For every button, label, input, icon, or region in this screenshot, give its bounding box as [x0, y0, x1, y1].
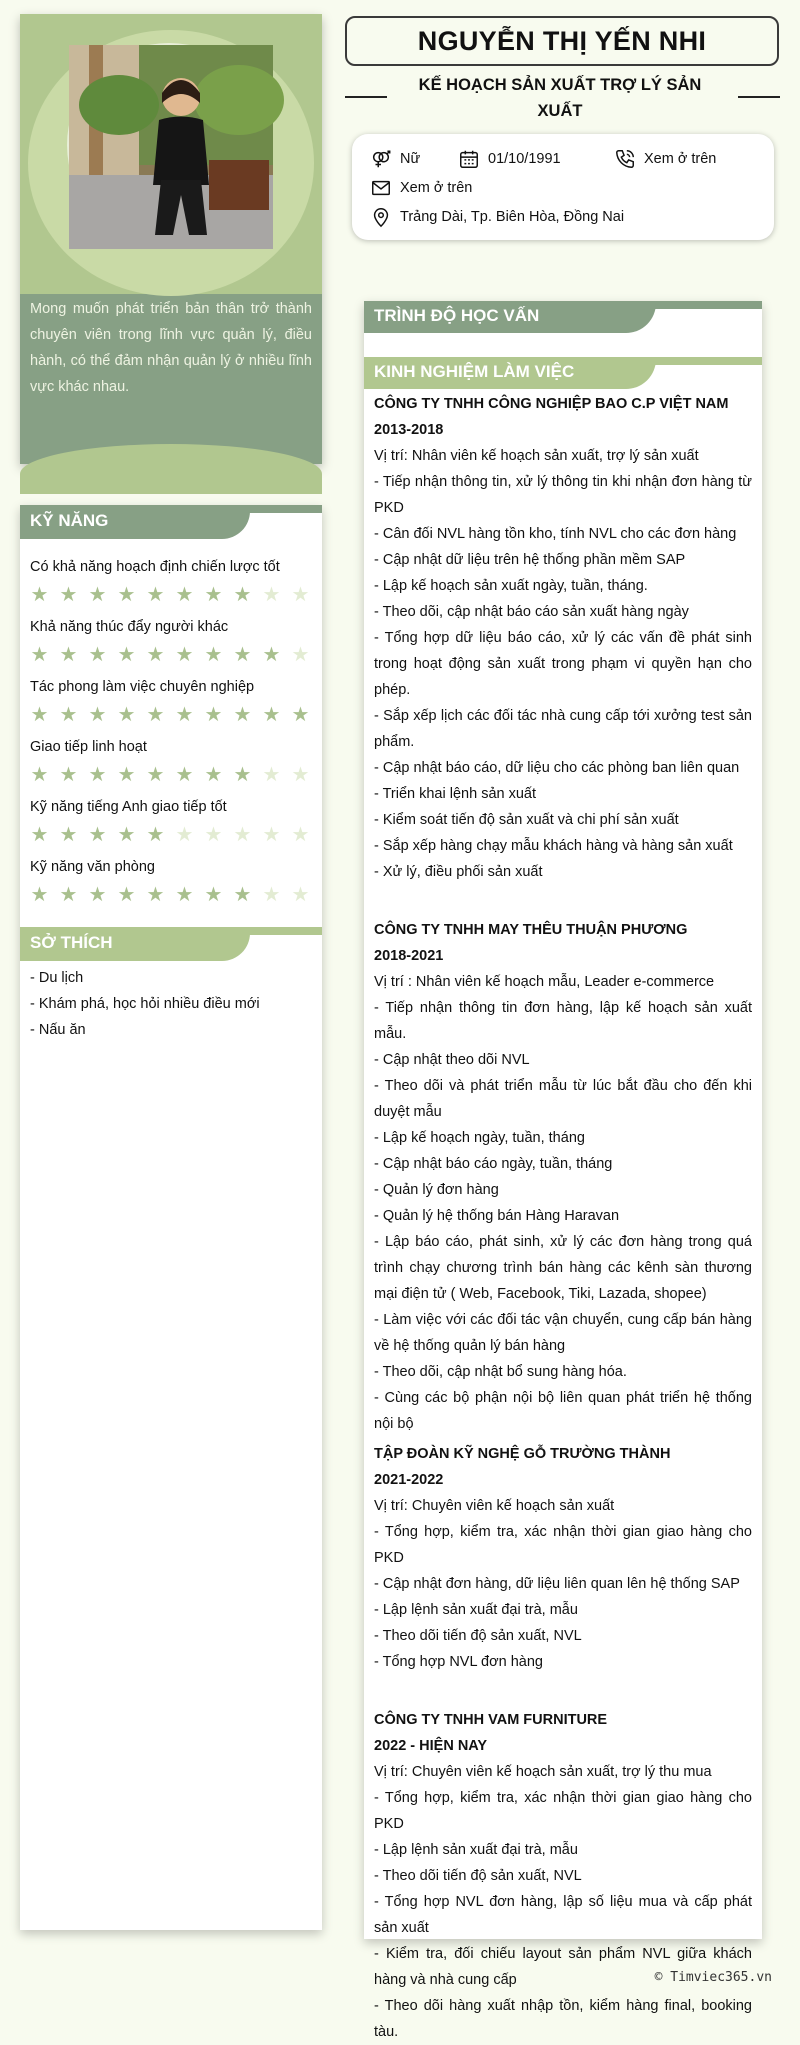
- star-filled-icon: ★: [175, 584, 194, 606]
- job-entry: [364, 1707, 762, 2045]
- job-entry: [364, 1441, 762, 1675]
- job-duty: - Cùng các bộ phận nội bộ liên quan phát triển hệ thống nội bộ: [374, 1390, 752, 1432]
- title-divider-left: [345, 96, 387, 98]
- star-filled-icon: ★: [204, 884, 223, 906]
- job-duty: - Lập lệnh sản xuất đại trà, mẫu: [374, 1602, 578, 1618]
- star-filled-icon: ★: [233, 584, 252, 606]
- skill-name: Kỹ năng văn phòng: [30, 859, 155, 875]
- skills-list: [20, 559, 322, 905]
- star-filled-icon: ★: [30, 704, 49, 726]
- job-duty: - Kiểm tra, đối chiếu layout sản phẩm NVL giữa khách hàng và nhà cung cấp: [374, 1946, 752, 1988]
- job-duty: - Lập lệnh sản xuất đại trà, mẫu: [374, 1842, 578, 1858]
- job-period: 2021-2022: [374, 1472, 444, 1488]
- job-period: 2018-2021: [374, 948, 444, 964]
- gender-value: Nữ: [400, 151, 421, 167]
- phone-item: [614, 148, 716, 170]
- job-duty: - Cập nhật dữ liệu trên hệ thống phần mềm SAP: [374, 552, 686, 568]
- star-filled-icon: ★: [117, 584, 136, 606]
- job-duty: - Lập kế hoạch ngày, tuần, tháng: [374, 1130, 585, 1146]
- star-filled-icon: ★: [117, 644, 136, 666]
- star-filled-icon: ★: [59, 884, 78, 906]
- skill-item: [20, 739, 322, 785]
- profile-panel: [20, 14, 322, 464]
- hobbies-header: [20, 927, 322, 961]
- skill-rating: [30, 645, 312, 665]
- job-duty: - Sắp xếp hàng chạy mẫu khách hàng và hàng sản xuất: [374, 838, 733, 854]
- job-duty: - Triển khai lệnh sản xuất: [374, 786, 537, 802]
- star-filled-icon: ★: [30, 644, 49, 666]
- star-empty-icon: ★: [262, 584, 281, 606]
- star-filled-icon: ★: [146, 644, 165, 666]
- star-filled-icon: ★: [204, 764, 223, 786]
- star-filled-icon: ★: [117, 764, 136, 786]
- skill-name: Có khả năng hoạch định chiến lược tốt: [30, 559, 280, 575]
- skill-rating: [30, 885, 312, 905]
- star-filled-icon: ★: [146, 764, 165, 786]
- star-filled-icon: ★: [262, 644, 281, 666]
- job-duty: - Tổng hợp dữ liệu báo cáo, xử lý các vấn đề phát sinh trong hoạt động sản xuất trong phạm vi quyền hạn cho phép.: [374, 630, 752, 698]
- job-duty: - Kiểm soát tiến độ sản xuất và chi phí sản xuất: [374, 812, 679, 828]
- job-duty: - Cân đối NVL hàng tồn kho, tính NVL cho các đơn hàng: [374, 526, 737, 542]
- job-duty: - Theo dõi và phát triển mẫu từ lúc bắt đầu cho đến khi duyệt mẫu: [374, 1078, 752, 1120]
- skill-name: Giao tiếp linh hoạt: [30, 739, 147, 755]
- star-filled-icon: ★: [88, 884, 107, 906]
- star-filled-icon: ★: [59, 764, 78, 786]
- job-duty: Vị trí: Chuyên viên kế hoạch sản xuất, trợ lý thu mua: [374, 1764, 712, 1780]
- job-entry: [364, 917, 762, 1437]
- education-title: TRÌNH ĐỘ HỌC VẤN: [364, 301, 656, 333]
- job-duty: - Tổng hợp, kiểm tra, xác nhận thời gian giao hàng cho PKD: [374, 1790, 752, 1832]
- star-filled-icon: ★: [233, 884, 252, 906]
- star-filled-icon: ★: [204, 704, 223, 726]
- star-filled-icon: ★: [146, 704, 165, 726]
- star-filled-icon: ★: [88, 704, 107, 726]
- star-filled-icon: ★: [59, 824, 78, 846]
- star-filled-icon: ★: [204, 584, 223, 606]
- star-filled-icon: ★: [117, 704, 136, 726]
- job-title: KẾ HOẠCH SẢN XUẤT TRỢ LÝ SẢN XUẤT: [418, 76, 702, 120]
- star-empty-icon: ★: [262, 824, 281, 846]
- skill-rating: [30, 825, 312, 845]
- footer-watermark: © Timviec365.vn: [654, 1970, 772, 1985]
- job-duty: - Tổng hợp NVL đơn hàng, lập số liệu mua và cấp phát sản xuất: [374, 1894, 752, 1936]
- job-entry: [364, 391, 762, 885]
- skill-item: [20, 619, 322, 665]
- job-duty: Vị trí: Chuyên viên kế hoạch sản xuất: [374, 1498, 615, 1514]
- job-duty: - Quản lý đơn hàng: [374, 1182, 499, 1198]
- star-filled-icon: ★: [59, 704, 78, 726]
- hobby-item: - Du lịch: [30, 970, 84, 986]
- job-duty: - Theo dõi hàng xuất nhập tồn, kiểm hàng final, booking tàu.: [374, 1998, 752, 2040]
- star-filled-icon: ★: [88, 764, 107, 786]
- experience-title: KINH NGHIỆM LÀM VIỆC: [364, 357, 656, 389]
- star-empty-icon: ★: [233, 824, 252, 846]
- title-divider-right: [738, 96, 780, 98]
- job-duty: - Theo dõi, cập nhật bổ sung hàng hóa.: [374, 1364, 627, 1380]
- star-filled-icon: ★: [30, 824, 49, 846]
- calendar-icon: [458, 148, 480, 170]
- phone-icon: [614, 148, 636, 170]
- star-empty-icon: ★: [291, 644, 310, 666]
- mail-icon: [370, 177, 392, 199]
- star-filled-icon: ★: [59, 584, 78, 606]
- job-duty: - Tổng hợp NVL đơn hàng: [374, 1654, 543, 1670]
- star-filled-icon: ★: [233, 704, 252, 726]
- hobby-item: - Khám phá, học hỏi nhiều điều mới: [30, 996, 260, 1012]
- job-duty: - Cập nhật theo dõi NVL: [374, 1052, 530, 1068]
- job-duty: - Xử lý, điều phối sản xuất: [374, 864, 543, 880]
- star-filled-icon: ★: [146, 584, 165, 606]
- star-empty-icon: ★: [291, 764, 310, 786]
- star-filled-icon: ★: [175, 704, 194, 726]
- job-duty: - Lập báo cáo, phát sinh, xử lý các đơn hàng trong quá trình chạy chương trình bán hàng các kênh sàn thương mại điện tử ( Web, Facebook, Tiki, Lazada, shopee): [374, 1234, 752, 1302]
- job-duty: - Tiếp nhận thông tin, xử lý thông tin khi nhận đơn hàng từ PKD: [374, 474, 752, 516]
- job-duty: - Quản lý hệ thống bán Hàng Haravan: [374, 1208, 620, 1224]
- star-empty-icon: ★: [291, 884, 310, 906]
- star-filled-icon: ★: [146, 824, 165, 846]
- job-duty: - Tổng hợp, kiểm tra, xác nhận thời gian giao hàng cho PKD: [374, 1524, 752, 1566]
- star-filled-icon: ★: [30, 884, 49, 906]
- job-duty: - Cập nhật báo cáo ngày, tuần, tháng: [374, 1156, 613, 1172]
- hobbies-list: [20, 965, 322, 1043]
- skill-rating: [30, 585, 312, 605]
- skill-rating: [30, 705, 312, 725]
- star-filled-icon: ★: [59, 644, 78, 666]
- job-duty: - Theo dõi, cập nhật báo cáo sản xuất hàng ngày: [374, 604, 689, 620]
- job-duty: - Làm việc với các đối tác vận chuyển, cung cấp bán hàng về hệ thống quản lý bán hàng: [374, 1312, 752, 1354]
- company-name: TẬP ĐOÀN KỸ NGHỆ GỖ TRƯỜNG THÀNH: [374, 1446, 671, 1462]
- career-objective: Mong muốn phát triển bản thân trở thành chuyên viên trong lĩnh vực quản lý, điều hành, có thể đảm nhận quản lý ở nhiều lĩnh vực khác nhau.: [30, 301, 312, 395]
- skill-name: Tác phong làm việc chuyên nghiệp: [30, 679, 255, 695]
- star-filled-icon: ★: [175, 884, 194, 906]
- address-value: Trảng Dài, Tp. Biên Hòa, Đồng Nai: [400, 209, 625, 225]
- company-name: CÔNG TY TNHH VAM FURNITURE: [374, 1712, 608, 1728]
- email-value: Xem ở trên: [400, 180, 473, 196]
- skill-name: Khả năng thúc đẩy người khác: [30, 619, 229, 635]
- star-filled-icon: ★: [233, 764, 252, 786]
- phone-value: Xem ở trên: [644, 151, 717, 167]
- skills-title: KỸ NĂNG: [20, 505, 250, 539]
- star-filled-icon: ★: [117, 824, 136, 846]
- experience-list: [364, 391, 762, 2045]
- contact-box: [352, 134, 774, 240]
- skill-item: [20, 679, 322, 725]
- skill-item: [20, 799, 322, 845]
- avatar-photo-icon: [69, 45, 273, 249]
- hobbies-title: SỞ THÍCH: [20, 927, 250, 961]
- star-filled-icon: ★: [175, 644, 194, 666]
- email-item: [370, 177, 472, 199]
- experience-header: [364, 357, 762, 389]
- company-name: CÔNG TY TNHH MAY THÊU THUẬN PHƯƠNG: [374, 922, 688, 938]
- job-duty: - Lập kế hoạch sản xuất ngày, tuần, tháng.: [374, 578, 648, 594]
- job-duty: - Cập nhật đơn hàng, dữ liệu liên quan lên hệ thống SAP: [374, 1576, 740, 1592]
- skill-name: Kỹ năng tiếng Anh giao tiếp tốt: [30, 799, 227, 815]
- star-filled-icon: ★: [88, 824, 107, 846]
- location-pin-icon: [370, 206, 392, 228]
- left-column: [20, 505, 322, 1930]
- star-filled-icon: ★: [146, 884, 165, 906]
- gender-item: [370, 148, 420, 170]
- star-filled-icon: ★: [88, 644, 107, 666]
- birthday-item: [458, 148, 561, 170]
- star-empty-icon: ★: [175, 824, 194, 846]
- star-filled-icon: ★: [30, 584, 49, 606]
- job-duty: - Theo dõi tiến độ sản xuất, NVL: [374, 1868, 582, 1884]
- job-duty: - Tiếp nhận thông tin đơn hàng, lập kế hoạch sản xuất mẫu.: [374, 1000, 752, 1042]
- star-empty-icon: ★: [262, 884, 281, 906]
- star-filled-icon: ★: [233, 644, 252, 666]
- star-filled-icon: ★: [88, 584, 107, 606]
- skill-item: [20, 859, 322, 905]
- star-filled-icon: ★: [291, 704, 310, 726]
- star-filled-icon: ★: [117, 884, 136, 906]
- hobby-item: - Nấu ăn: [30, 1022, 86, 1038]
- company-name: CÔNG TY TNHH CÔNG NGHIỆP BAO C.P VIỆT NAM: [374, 396, 729, 412]
- star-filled-icon: ★: [262, 704, 281, 726]
- address-item: [370, 206, 624, 228]
- job-period: 2022 - HIỆN NAY: [374, 1738, 488, 1754]
- job-duty: Vị trí : Nhân viên kế hoạch mẫu, Leader e-commerce: [374, 974, 715, 990]
- birthday-value: 01/10/1991: [488, 151, 561, 167]
- star-empty-icon: ★: [262, 764, 281, 786]
- star-filled-icon: ★: [30, 764, 49, 786]
- job-duty: - Sắp xếp lịch các đối tác nhà cung cấp tới xưởng test sản phẩm.: [374, 708, 752, 750]
- star-empty-icon: ★: [291, 584, 310, 606]
- skill-item: [20, 559, 322, 605]
- star-filled-icon: ★: [204, 644, 223, 666]
- gender-icon: [370, 148, 392, 170]
- job-duty: - Theo dõi tiến độ sản xuất, NVL: [374, 1628, 582, 1644]
- education-header: [364, 301, 762, 333]
- full-name: NGUYỄN THỊ YẾN NHI: [345, 16, 779, 66]
- avatar: [67, 43, 271, 247]
- job-duty: - Cập nhật báo cáo, dữ liệu cho các phòng ban liên quan: [374, 760, 740, 776]
- job-duty: Vị trí: Nhân viên kế hoạch sản xuất, trợ lý sản xuất: [374, 448, 699, 464]
- panel-bottom-wave: [20, 444, 322, 494]
- skill-rating: [30, 765, 312, 785]
- star-empty-icon: ★: [291, 824, 310, 846]
- skills-header: [20, 505, 322, 539]
- star-empty-icon: ★: [204, 824, 223, 846]
- job-period: 2013-2018: [374, 422, 444, 438]
- star-filled-icon: ★: [175, 764, 194, 786]
